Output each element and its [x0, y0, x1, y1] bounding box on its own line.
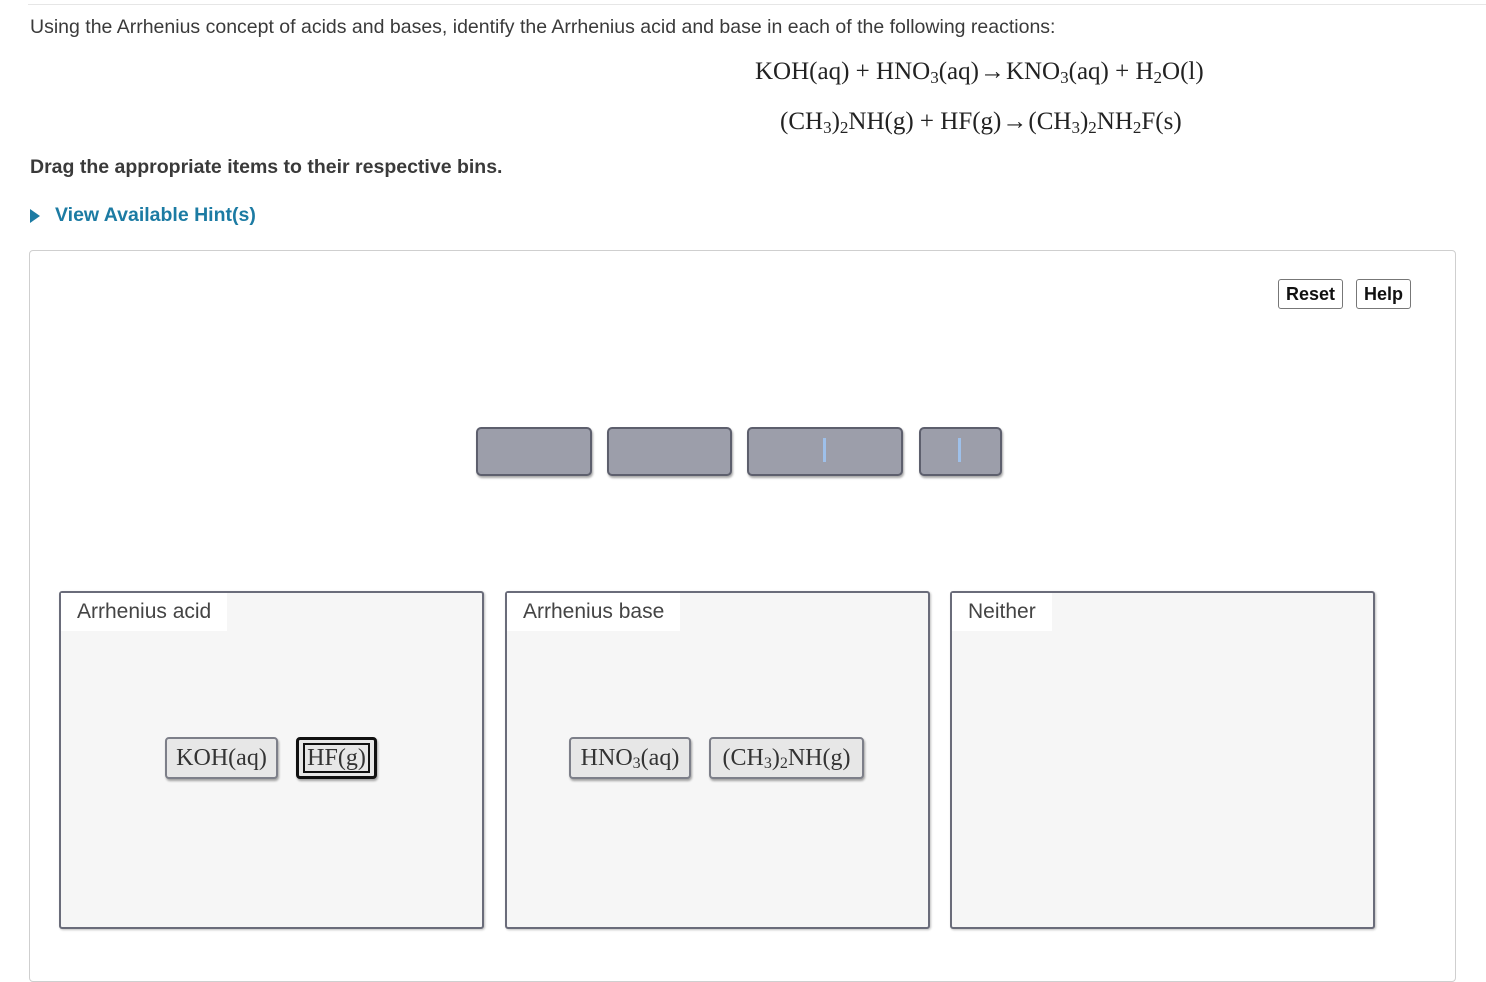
bin-label: Arrhenius acid: [61, 593, 227, 631]
hint-link-label: View Available Hint(s): [55, 204, 256, 226]
instruction-text: Drag the appropriate items to their respective bins.: [30, 156, 503, 178]
bin-label: Arrhenius base: [507, 593, 680, 631]
bin-label: Neither: [952, 593, 1052, 631]
view-hints-link[interactable]: [30, 204, 256, 227]
empty-item-slot[interactable]: [476, 427, 592, 476]
expand-triangle-icon: [30, 209, 40, 223]
help-button[interactable]: Help: [1356, 279, 1411, 309]
empty-item-slot[interactable]: [747, 427, 903, 476]
text-caret: [958, 438, 961, 462]
text-caret: [823, 438, 826, 462]
empty-item-slot[interactable]: [919, 427, 1002, 476]
item-koh[interactable]: KOH(aq): [165, 737, 278, 779]
equation-2: $(CH_3)_2NH(g) + HF(g)\to(CH_3)_2NH_2F(s)$: [780, 108, 1182, 137]
item-dimethylamine[interactable]: $(CH_3)_2NH(g)$: [709, 737, 864, 779]
item-hf[interactable]: HF(g): [296, 737, 377, 779]
item-hno3[interactable]: $HNO_3(aq)$: [569, 737, 691, 779]
equation-1: $KOH(aq) + HNO_3(aq)\to KNO_3(aq) + H_2O(l)$: [755, 58, 1204, 87]
empty-item-slot[interactable]: [607, 427, 732, 476]
top-divider: [28, 4, 1486, 5]
question-text: Using the Arrhenius concept of acids and bases, identify the Arrhenius acid and base in each of the following reactions:: [30, 16, 1056, 38]
bin-neither[interactable]: [950, 591, 1375, 929]
reset-button[interactable]: Reset: [1278, 279, 1343, 309]
